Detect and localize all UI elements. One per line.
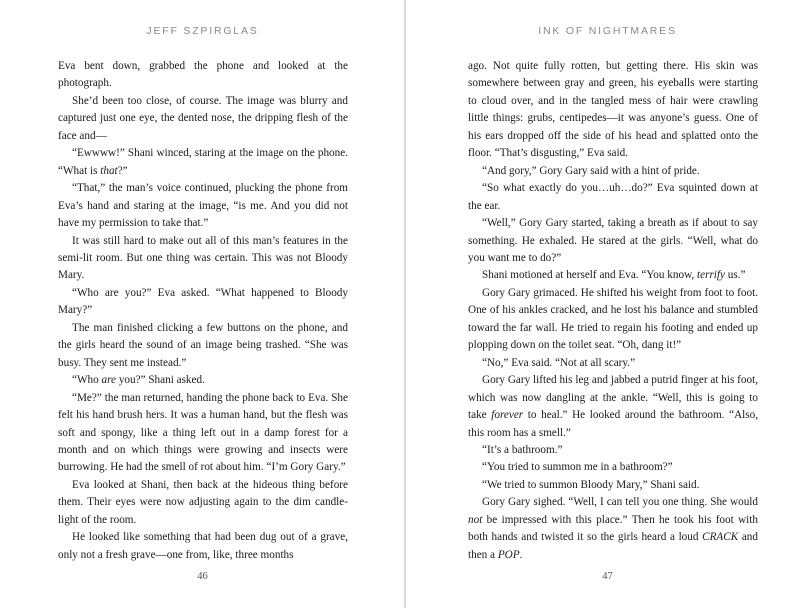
paragraph: “Who are you?” Shani asked. xyxy=(72,374,205,387)
paragraph: “That,” the man’s voice continued, plucking the phone from Eva’s hand and staring at the image, “is me. And you did not have my permission to take that.” xyxy=(58,182,348,230)
italic-emphasis: forever xyxy=(491,409,524,422)
paragraph: Gory Gary lifted his leg and jabbed a putrid finger at his foot, which was now dangling at the ankle. “Well, this is going to take forever to heal.” He looked around the bathroom. “Also, this room has a smell.” xyxy=(468,374,758,439)
paragraph: Gory Gary grimaced. He shifted his weight from foot to foot. One of his ankles cracked, and he lost his balance and stumbled toward the far wall. He tried to regain his footing and ended up plopping down on the toilet seat. “Oh, dang it!” xyxy=(468,286,758,352)
paragraph: It was still hard to make out all of this man’s features in the semi-lit room. But one thing was certain. This was not Bloody Mary. xyxy=(58,234,348,282)
italic-emphasis: that xyxy=(100,164,118,177)
paragraph: “We tried to summon Bloody Mary,” Shani said. xyxy=(482,478,700,491)
italic-emphasis: CRACK xyxy=(702,531,739,544)
paragraph: She’d been too close, of course. The image was blurry and captured just one eye, the dented nose, the dripping flesh of the face and— xyxy=(58,94,348,142)
right-page xyxy=(405,0,810,608)
paragraph: The man finished clicking a few buttons on the phone, and the girls heard the sound of an image being trashed. “She was busy. They sent me instead.” xyxy=(58,321,348,369)
italic-emphasis: not xyxy=(468,513,483,526)
paragraph: “Who are you?” Eva asked. “What happened to Bloody Mary?” xyxy=(58,286,348,317)
paragraph: “Well,” Gory Gary started, taking a breath as if about to say something. He exhaled. He stared at the girls. “Well, what do you want me to do?” xyxy=(468,217,758,264)
running-head-title: INK OF NIGHTMARES xyxy=(538,25,677,37)
paragraph: “Me?” the man returned, handing the phone back to Eva. She felt his hand brush hers. It was a human hand, but the flesh was soft and spongy, like a thing left out in a damp forest for a month and on which things were growing and insects were burrowing. He had the smell of rot about him. “I’m Gory Gary.” xyxy=(58,391,348,474)
italic-emphasis: terrify xyxy=(697,269,725,282)
body-text xyxy=(58,58,348,564)
paragraph: “So what exactly do you…uh…do?” Eva squinted down at the ear. xyxy=(468,182,758,212)
paragraph: “No,” Eva said. “Not at all scary.” xyxy=(482,356,636,369)
page-number: 47 xyxy=(602,571,613,582)
paragraph: “Ewwww!” Shani winced, staring at the image on the phone. “What is that?” xyxy=(58,147,348,177)
italic-emphasis: are xyxy=(101,374,117,387)
page-number: 46 xyxy=(197,571,208,582)
running-head-author: JEFF SZPIRGLAS xyxy=(146,25,259,37)
body-text xyxy=(468,58,758,564)
paragraph: He looked like something that had been dug out of a grave, only not a fresh grave—one from, like, three months xyxy=(58,531,348,561)
paragraph: Eva looked at Shani, then back at the hideous thing before them. Their eyes were now adjusting again to the dim candlelight of the room. xyxy=(58,478,348,526)
paragraph: Shani motioned at herself and Eva. “You know, terrify us.” xyxy=(482,269,746,282)
paragraph: “And gory,” Gory Gary said with a hint of pride. xyxy=(482,164,700,177)
paragraph: “It’s a bathroom.” xyxy=(482,443,563,456)
paragraph: Gory Gary sighed. “Well, I can tell you one thing. She would not be impressed with this place.” Then he took his foot with both hands and twisted it so the girls heard a loud CRACK and then a POP. xyxy=(468,496,758,561)
italic-emphasis: POP xyxy=(497,548,520,561)
paragraph: ago. Not quite fully rotten, but getting there. His skin was somewhere between gray and green, his eyeballs were starting to cloud over, and in the tangled mess of hair were crawling little things: grubs, centipedes—it was anyone’s guess. One of his ears dropped off the side of his head and splatted onto the floor. “That’s disgusting,” Eva said. xyxy=(468,60,758,160)
paragraph: Eva bent down, grabbed the phone and looked at the photograph. xyxy=(58,60,348,90)
paragraph: “You tried to summon me in a bathroom?” xyxy=(482,461,673,474)
